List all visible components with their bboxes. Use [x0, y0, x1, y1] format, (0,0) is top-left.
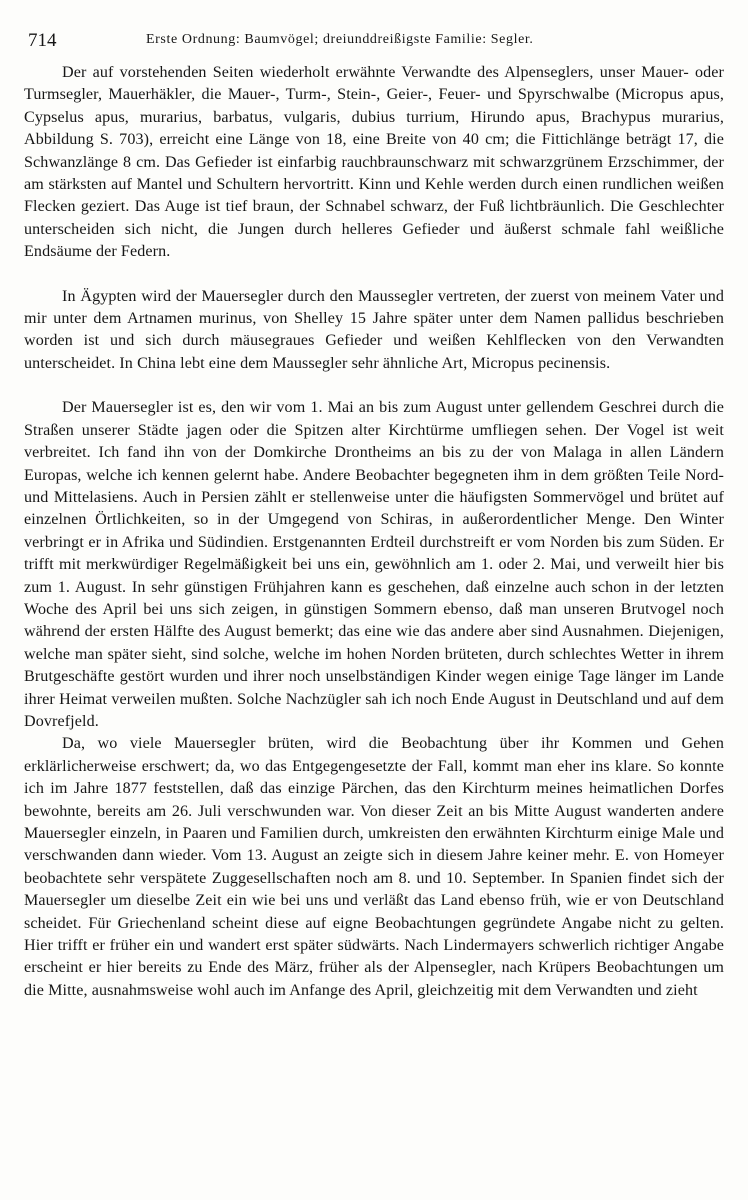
- paragraph-maussegler: In Ägypten wird der Mauersegler durch den Maussegler vertreten, der zuerst von meinem Vater und mir unter dem Artnamen murinus, von Shelley 15 Jahre später unter dem Namen pallidus beschrieben worden ist und sich durch mäusegraues Gefieder und weißen Kehlflecken von den Verwandten unterscheidet. In China lebt eine dem Maussegler sehr ähnliche Art, Micropus pecinensis.: [24, 287, 724, 372]
- body-text: [24, 62, 724, 1002]
- paragraph-description: Der auf vorstehenden Seiten wiederholt erwähnte Verwandte des Alpenseglers, unser Mauer- oder Turmsegler, Mauerhäkler, die Mauer-, Turm-, Stein-, Geier-, Feuer- und Spyrschwalbe (Micropus apus, Cypselus apus, murarius, barbatus, vulgaris, dubius turrium, Hirundo apus, Brachypus murarius, Abbildung S. 703), erreicht eine Länge von 18, eine Breite von 40 cm; die Fittichlänge beträgt 17, die Schwanzlänge 8 cm. Das Gefieder ist einfarbig rauchbraunschwarz mit schwarzgrünem Erzschimmer, der am stärksten auf Mantel und Schultern hervortritt. Kinn und Kehle werden durch einen rundlichen weißen Flecken geziert. Das Auge ist tief braun, der Schnabel schwarz, der Fuß lichtbräunlich. Die Geschlechter unterscheiden sich nicht, die Jungen durch helleres Gefieder und äußerst schmale fahl weißliche Endsäume der Federn.: [24, 64, 724, 261]
- paragraph-migration: Da, wo viele Mauersegler brüten, wird die Beobachtung über ihr Kommen und Gehen erklärlicherweise erschwert; da, wo das Entgegengesetzte der Fall, kommt man eher ins klare. So konnte ich im Jahre 1877 feststellen, daß das einzige Pärchen, das den Kirchturm meines heimatlichen Dorfes bewohnte, bereits am 26. Juli verschwunden war. Von dieser Zeit an bis Mitte August wanderten andere Mauersegler einzeln, in Paaren und Familien durch, umkreisten den erwähnten Kirchturm einige Male und verschwanden dann wieder. Vom 13. August an zeigte sich in diesem Jahre keiner mehr. E. von Homeyer beobachtete sehr verspätete Zuggesellschaften noch am 8. und 10. September. In Spanien findet sich der Mauersegler um dieselbe Zeit ein wie bei uns und verläßt das Land ebenso früh, wie er von Deutschland scheidet. Für Griechenland scheint diese auf eigne Beobachtungen gegründete Angabe nicht zu gelten. Hier trifft er früher ein und wandert erst später südwärts. Nach Lindermayers schwerlich richtiger Angabe erscheint er hier bereits zu Ende des März, früher als der Alpensegler, nach Krüpers Beobachtungen um die Mitte, ausnahmsweise wohl auch im Anfange des April, gleichzeitig mit dem Verwandten und zieht: [24, 735, 724, 999]
- page-number: 714: [28, 30, 57, 51]
- paragraph-distribution: Der Mauersegler ist es, den wir vom 1. Mai an bis zum August unter gellendem Geschrei durch die Straßen unserer Städte jagen oder die Spitzen alter Kirchtürme umfliegen sehen. Der Vogel ist weit verbreitet. Ich fand ihn von der Domkirche Drontheims an bis zu der von Malaga in allen Ländern Europas, welche ich kennen gelernt habe. Andere Beobachter begegneten ihm in dem größten Teile Nord- und Mittelasiens. Auch in Persien zählt er stellenweise unter die häufigsten Sommervögel und brütet auf einzelnen Örtlichkeiten, so in der Umgegend von Schiras, in außerordentlicher Menge. Den Winter verbringt er in Afrika und Südindien. Erstgenannten Erdteil durchstreift er vom Norden bis zum Süden. Er trifft mit merkwürdiger Regelmäßigkeit bei uns ein, gewöhnlich am 1. oder 2. Mai, und verweilt hier bis zum 1. August. In sehr günstigen Frühjahren kann es geschehen, daß einzelne auch schon in der letzten Woche des April bei uns sich zeigen, in günstigen Sommern ebenso, daß man unseren Brutvogel noch während der ersten Hälfte des August bemerkt; das eine wie das andere aber sind Ausnahmen. Diejenigen, welche man später sieht, sind solche, welche im hohen Norden brüteten, durch schlechtes Wetter in ihrem Brutgeschäfte gestört wurden und ihrer noch unselbständigen Kinder wegen einige Tage länger im Lande ihrer Heimat verweilen mußten. Solche Nachzügler sah ich noch Ende August in Deutschland und auf dem Dovrefjeld.: [24, 399, 724, 730]
- running-head: Erste Ordnung: Baumvögel; dreiunddreißigste Familie: Segler.: [146, 32, 534, 47]
- page-header: [28, 24, 724, 56]
